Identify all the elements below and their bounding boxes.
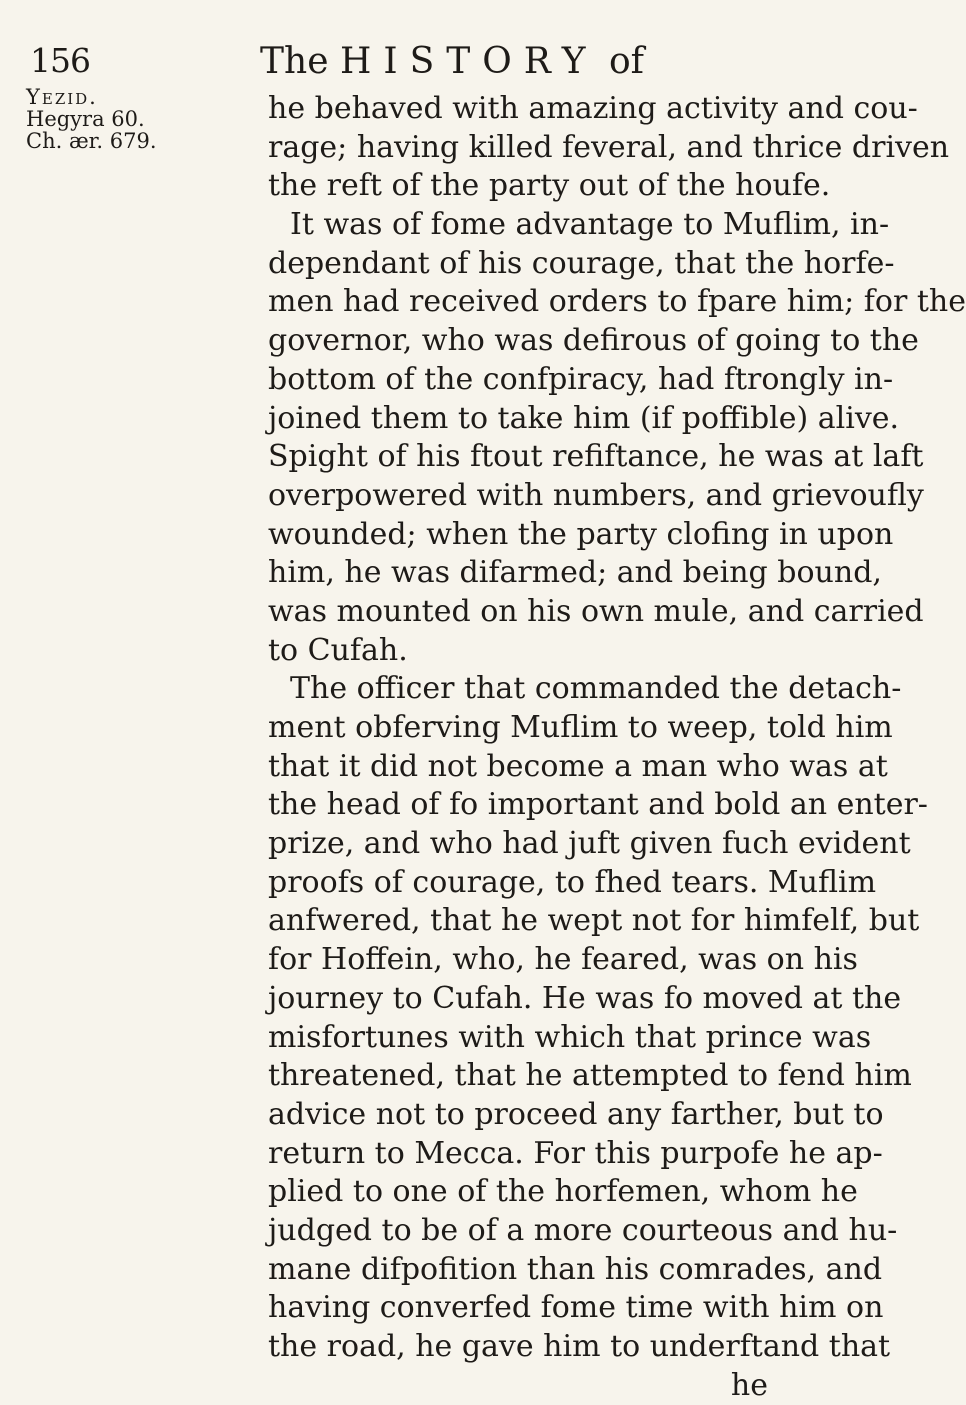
text-line: him, he was difarmed; and being bound, (268, 555, 882, 591)
text-line: judged to be of a more courteous and hu- (268, 1212, 898, 1248)
text-line: misfortunes with which that prince was (268, 1019, 872, 1055)
text-line: threatened, that he attempted to fend him (268, 1058, 912, 1094)
body-text (268, 90, 966, 1405)
text-line: was mounted on his own mule, and carried (268, 593, 924, 629)
text-line: overpowered with numbers, and grievoufly (268, 477, 924, 513)
running-head-suffix: of (609, 41, 644, 82)
catchword: he (730, 1367, 768, 1403)
text-line: advice not to proceed any farther, but to (268, 1096, 884, 1132)
text-line: dependant of his courage, that the horfe- (268, 245, 895, 281)
text-line: ment obferving Muflim to weep, told him (268, 710, 893, 745)
text-line: the head of fo important and bold an enter- (268, 787, 928, 823)
text-line: bottom of the confpiracy, had ftrongly in- (268, 361, 894, 397)
text-line: return to Mecca. For this purpofe he ap- (268, 1135, 883, 1171)
text-line: proofs of courage, to fhed tears. Muflim (268, 864, 877, 900)
text-line: Spight of his ftout refiftance, he was at laft (268, 439, 924, 475)
text-line: prize, and who had juft given fuch evident (268, 826, 911, 862)
text-line: rage; having killed feveral, and thrice driven (268, 129, 950, 165)
running-head-title: HISTORY (339, 41, 598, 82)
text-line: having converfed fome time with him on (268, 1290, 884, 1326)
text-line: wounded; when the party clofing in upon (268, 516, 894, 552)
margin-note-caliph: Yezid. (26, 85, 98, 109)
text-line: for Hoffein, who, he feared, was on his (268, 942, 858, 978)
paragraph-start: The officer that commanded the detach- (290, 671, 902, 707)
paragraph-start: It was of fome advantage to Muflim, in- (290, 207, 890, 243)
text-line: he behaved with amazing activity and cou- (268, 91, 918, 126)
running-head-prefix: The (260, 41, 329, 82)
text-line: anfwered, that he wept not for himfelf, but (268, 903, 920, 939)
text-line: journey to Cufah. He was fo moved at the (268, 980, 902, 1016)
running-head (260, 41, 644, 82)
text-line: men had received orders to fpare him; for the (268, 284, 966, 320)
margin-note-hegyra: Hegyra 60. (26, 107, 145, 131)
text-line: to Cufah. (268, 632, 408, 668)
text-line: the road, he gave him to underftand that (268, 1329, 891, 1364)
page-number: 156 (30, 41, 90, 80)
text-line: the reft of the party out of the houfe. (268, 168, 831, 204)
text-line: that it did not become a man who was at (268, 748, 888, 784)
text-line: joined them to take him (if poffible) alive. (268, 400, 900, 436)
text-line: plied to one of the horfemen, whom he (268, 1174, 858, 1210)
margin-note-christian-era: Ch. ær. 679. (26, 129, 157, 153)
text-line: mane difpofition than his comrades, and (268, 1251, 883, 1287)
text-line: governor, who was defirous of going to the (268, 323, 919, 359)
margin-note (26, 86, 266, 152)
